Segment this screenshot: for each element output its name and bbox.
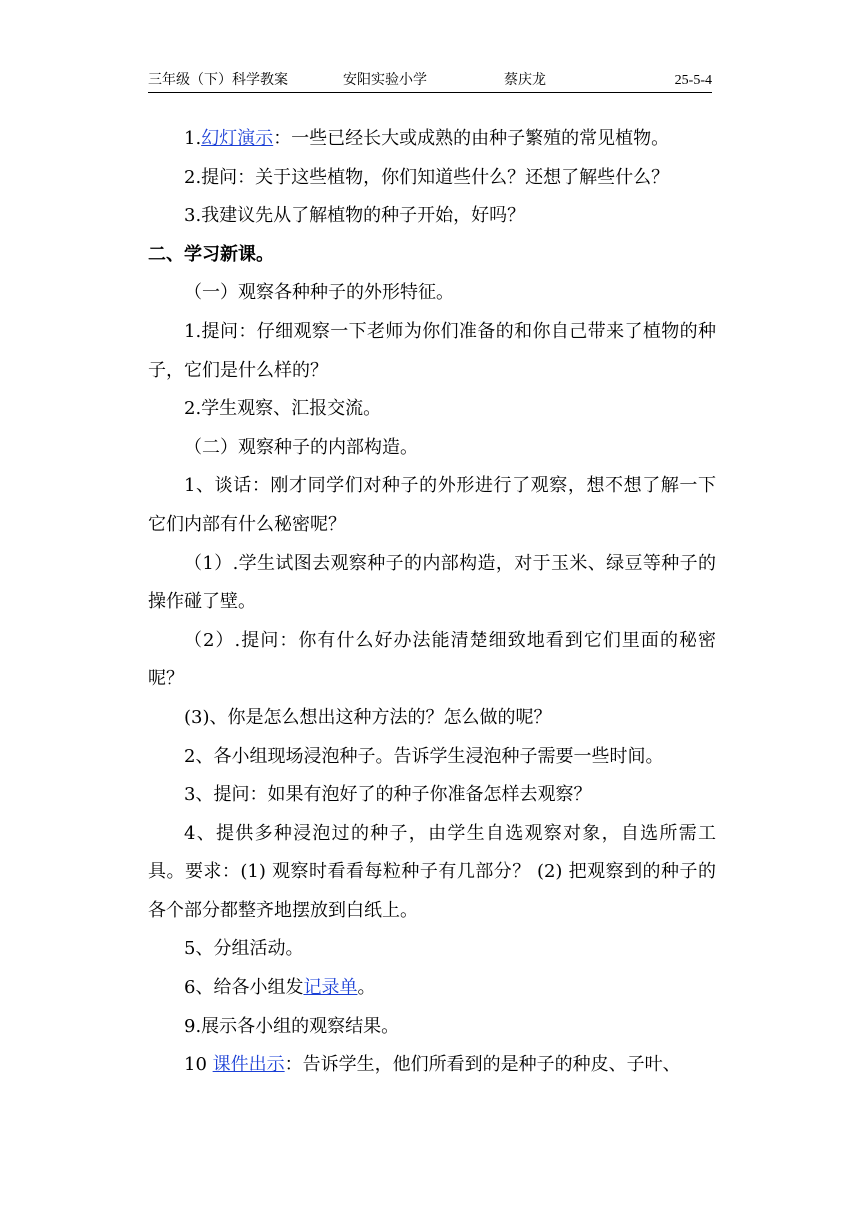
courseware-link[interactable]: 课件出示	[212, 1054, 285, 1076]
header-subject: 三年级（下）科学教案	[148, 73, 288, 88]
paragraph-record-sheet	[148, 969, 716, 1008]
paragraph-text: 。	[357, 977, 376, 999]
paragraph-method-question: （2）.提问：你有什么好办法能清楚细致地看到它们里面的秘密呢？	[148, 629, 716, 690]
paragraph-courseware	[148, 1046, 716, 1085]
paragraph-text: ：告诉学生，他们所看到的是种子的种皮、子叶、	[284, 1054, 681, 1076]
paragraph-text: ：一些已经长大或成熟的由种子繁殖的常见植物。	[273, 128, 670, 149]
subsection-heading-interior: （二）观察种子的内部构造。	[184, 436, 418, 458]
document-body	[148, 120, 716, 1085]
paragraph-question: 2.提问：关于这些植物，你们知道些什么？还想了解些什么？	[184, 166, 670, 188]
header-date: 25-5-4	[674, 73, 712, 88]
paragraph-attempt: （1）.学生试图去观察种子的内部构造，对于玉米、绿豆等种子的操作碰了壁。	[148, 552, 716, 613]
header-teacher: 蔡庆龙	[504, 73, 546, 88]
paragraph-text: 6、给各小组发	[184, 977, 304, 999]
paragraph-soak-seeds: 2、各小组现场浸泡种子。告诉学生浸泡种子需要一些时间。	[184, 745, 664, 767]
section-heading-new-lesson: 二、学习新课。	[148, 243, 274, 265]
subsection-heading-exterior: （一）观察各种种子的外形特征。	[184, 282, 454, 304]
paragraph-observe-plan: 3、提问：如果有泡好了的种子你准备怎样去观察？	[184, 784, 592, 806]
paragraph-requirements: 4、提供多种浸泡过的种子，由学生自选观察对象，自选所需工具。要求：(1) 观察时看看每粒种子有几部分？ (2) 把观察到的种子的各个部分都整齐地摆放到白纸上。	[148, 822, 716, 921]
paragraph-observe-seeds: 1.提问：仔细观察一下老师为你们准备的和你自己带来了植物的种子，它们是什么样的？	[148, 320, 716, 381]
paragraph-slideshow	[148, 120, 716, 159]
paragraph-student-report: 2.学生观察、汇报交流。	[184, 398, 382, 420]
paragraph-suggestion: 3.我建议先从了解植物的种子开始，好吗？	[184, 205, 526, 227]
paragraph-show-results: 9.展示各小组的观察结果。	[184, 1015, 400, 1037]
item-number: 1.	[184, 128, 202, 149]
page-header	[148, 70, 712, 93]
header-school: 安阳实验小学	[343, 73, 427, 88]
record-sheet-link[interactable]: 记录单	[303, 977, 358, 999]
paragraph-method-reflection: (3)、你是怎么想出这种方法的？怎么做的呢？	[184, 706, 552, 728]
slideshow-link[interactable]: 幻灯演示	[201, 128, 274, 149]
paragraph-talk: 1、谈话：刚才同学们对种子的外形进行了观察，想不想了解一下它们内部有什么秘密呢？	[148, 475, 716, 535]
paragraph-group-activity: 5、分组活动。	[184, 938, 304, 960]
item-number: 10	[184, 1054, 213, 1076]
